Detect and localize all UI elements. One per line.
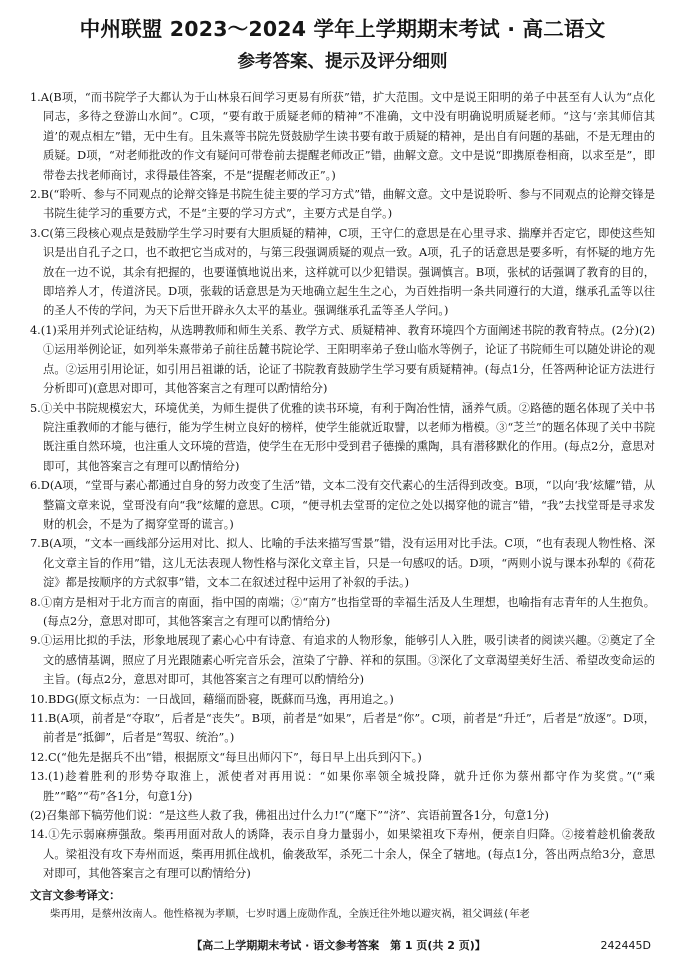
translation-text: 柴再用，是蔡州汝南人。他性格视为孝顺，七岁时遇上庞勋作乱，全族迁往外地以避灾祸，祖父调兹(年老 xyxy=(50,907,530,920)
answer-item-8: 8.①南方是相对于北方而言的南面，指中国的南端；②“南方”也指堂哥的幸福生活及人生理想，也喻指有志青年的人生抱负。(每点2分，意思对即可，其他答案言之有理可以酌情给分) xyxy=(30,595,655,628)
translation-heading: 文言文参考译文： xyxy=(30,888,121,902)
answer-item-13-part-2: (2)召集部下犒劳他们说：“是这些人救了我，佛祖出过什么力!”(“麾下”“济”、宾语前置各1分，句意1分) xyxy=(30,809,549,823)
answer-item-1: 1.A(B项，“而书院学子大都认为于山林泉石间学习更易有所获”错，扩大范围。文中是说王阳明的弟子中甚至有人认为“点化同志，多待之登游山水间”。C项，“要有敢于质疑老师的精神”不准确，文中没有明确说明质疑老师。“这与‘亲其师信其道’的观点相左”错，无中生有。且朱熹等书院先贤鼓励学生读书要有敢于质疑的精神，是出自有问题的基础，不是无理由的质疑。D项，“对老师批改的作文有疑问可带卷前去提醒老师改正”错，曲解文意。文中是说“即携原卷相商，以求至是”，即带卷去找老师商讨，求得最佳答案，不是“提醒老师改正”。) xyxy=(30,91,655,182)
answer-item-3: 3.C(第三段核心观点是鼓励学生学习时要有大胆质疑的精神，C项，王守仁的意思是在心里寻求、揣摩并否定它，即使这些知识是出自孔子之口，也不敢把它当成对的，与第三段强调质疑的观点一致。A项，孔子的话意思是要多听，有怀疑的地方先放在一边不说，其余有把握的，也要谨慎地说出来，这样就可以少犯错误。强调慎言。B项，张栻的话强调了教育的目的，即培养人才，传道济民。D项，张载的话意思是为天地确立起生生之心，为百姓指明一条共同遵行的大道，继承孔孟等以往的圣人不传的学问，为天下后世开辟永久太平的基业。强调继承孔孟等圣人学问。) xyxy=(30,226,655,318)
answer-item-13: 13.(1)趁着胜利的形势夺取淮上，派使者对再用说：“如果你率领全城投降，就升迁你为蔡州都守作为奖赏。”(“乘胜”“略”“苟”各1分，句意1分) (2)召集部下犒劳他们说：“是这些人救了我，佛祖出过什么力!”(“麾下”“济”、宾语前置各1分，句意1分) xyxy=(30,767,655,825)
answer-item-6: 6.D(A项，“堂哥与素心都通过自身的努力改变了生活”错，文本二没有交代素心的生活得到改变。B项，“以向‘我’炫耀”错，从整篇文章来说，堂哥没有向“我”炫耀的意思。C项，“便寻机去堂哥的定位之处以揭穿他的谎言”错，“我”去找堂哥是寻求发财的机会，不是为了揭穿堂哥的谎言。) xyxy=(30,479,655,531)
answer-item-10: 10.BDG(原文标点为：一日战回，藉缁而卧寝，既蘇而马逸，再用追之。) xyxy=(30,692,394,706)
answer-item-5: 5.①关中书院规模宏大，环境优美，为师生提供了优雅的读书环境，有利于陶冶性情，涵养气质。②路德的题名体现了关中书院注重教师的才能与德行，能为学生树立良好的榜样，使学生能就近取譬，以老师为楷模。③“芝兰”的题名体现了关中书院既注重自然环境，也注重人文环境的营造，使学生在无形中受到君子德操的熏陶，具有潜移默化的作用。(每点2分，意思对即可，其他答案言之有理可以酌情给分) xyxy=(30,401,655,473)
page-footer xyxy=(0,938,677,954)
footer-exam-code: 242445D xyxy=(600,939,651,952)
answer-item-11: 11.B(A项，前者是“夺取”，后者是“丧失”。B项，前者是“如果”，后者是“你”。C项，前者是“升迁”，后者是“放逐”。D项，前者是“抵御”，后者是“驾驭、统治”。) xyxy=(30,712,655,745)
answer-item-14: 14.①先示弱麻痹强敌。柴再用面对敌人的诱降，表示自身力量弱小，如果梁祖攻下寿州，便亲自归降。②接着趁机偷袭敌人。梁祖没有攻下寿州而返，柴再用抓住战机，偷袭敌军，杀死二十余人，保全了辖地。(每点1分，答出两点给3分，意思对即可，其他答案言之有理可以酌情给分) xyxy=(30,828,655,881)
answer-item-2: 2.B(“聆听、参与不同观点的论辩交锋是书院生徒主要的学习方式”错，曲解文意。文中是说聆听、参与不同观点的论辩交锋是书院生徒学习的重要方式，不是“主要的学习方式”，主要方式是自学。) xyxy=(30,188,655,221)
footer-page-info: 【高二上学期期末考试 · 语文参考答案 第 1 页(共 2 页)】 xyxy=(191,939,486,952)
page-subtitle: 参考答案、提示及评分细则 xyxy=(237,52,448,72)
answer-item-7: 7.B(A项，“文本一画线部分运用对比、拟人、比喻的手法来描写雪景”错，没有运用对比手法。C项，“也有表现人物性格、深化文章主旨的作用”错，这儿无法表现人物性格与深化文章主旨，只是一句感叹的话。D项，“两则小说与课本孙犁的《荷花淀》都是按顺序的方式叙事”错，文本二在叙述过程中运用了补叙的手法。) xyxy=(30,537,655,590)
page-title: 中州联盟 2023～2024 学年上学期期末考试 · 高二语文 xyxy=(79,17,606,41)
answer-list xyxy=(30,88,655,884)
answer-item-12: 12.C(“他先是据兵不出”错，根据原文“每旦出师闪下”，每日早上出兵到闪下。) xyxy=(30,750,422,764)
answer-item-4: 4.(1)采用并列式论证结构，从选聘教师和师生关系、教学方式、质疑精神、教育环境四个方面阐述书院的教育特点。(2分)(2)①运用举例论证，如列举朱熹带弟子前往岳麓书院论学、王阳明率弟子登山临水等例子，论证了书院师生可以随处讲论的观点。②运用引用论证，如引用吕祖谦的话，论证了书院教育鼓励学生学习要有质疑精神。(每点1分，任答两种论证方法进行分析即可)(意思对即可，其他答案言之有理可以酌情给分) xyxy=(30,323,655,396)
answer-item-9: 9.①运用比拟的手法，形象地展现了素心心中有诗意、有追求的人物形象，能够引人入胜，吸引读者的阅读兴趣。②奠定了全文的感情基调，照应了月光跟随素心听完音乐会，渲染了宁静、祥和的氛围。③深化了文章渴望美好生活、希望改变命运的主旨。(每点2分，意思对即可，其他答案言之有理可以酌情给分) xyxy=(30,634,655,687)
